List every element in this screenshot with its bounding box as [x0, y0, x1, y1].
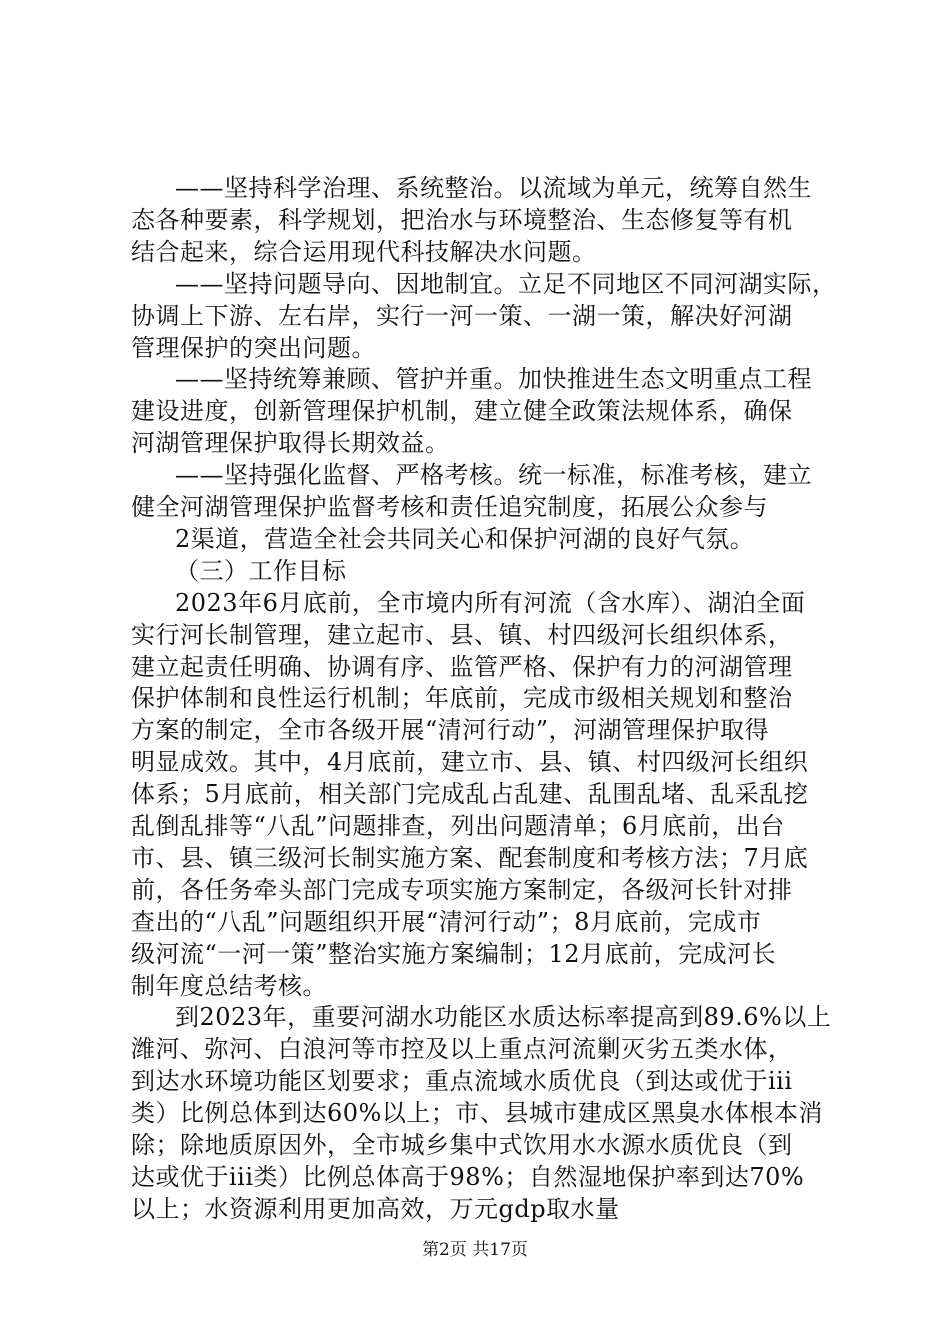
- text-line: 到达水环境功能区划要求；重点流域水质优良（到达或优于iii: [131, 1067, 793, 1096]
- text-line: 类）比例总体到达60%以上；市、县城市建成区黑臭水体根本消: [131, 1099, 823, 1128]
- text-line: 到2023年，重要河湖水功能区水质达标率提高到89.6%以上: [175, 1003, 832, 1032]
- text-line: 方案的制定，全市各级开展“清河行动”，河湖管理保护取得: [131, 716, 770, 745]
- page-number-footer: 第2页 共17页: [422, 1240, 528, 1260]
- text-line: 2023年6月底前，全市境内所有河流（含水库）、湖泊全面: [175, 588, 806, 617]
- text-line: 实行河长制管理，建立起市、县、镇、村四级河长组织体系，: [131, 620, 793, 649]
- text-line: 前，各任务牵头部门完成专项实施方案制定，各级河长针对排: [131, 875, 793, 904]
- text-line: 河湖管理保护取得长期效益。: [131, 429, 450, 458]
- text-line: 建设进度，创新管理保护机制，建立健全政策法规体系，确保: [131, 397, 793, 426]
- text-line: ——坚持问题导向、因地制宜。立足不同地区不同河湖实际，: [175, 269, 837, 298]
- text-line: 明显成效。其中，4月底前，建立市、县、镇、村四级河长组织: [131, 748, 809, 777]
- text-line: 级河流“一河一策”整治实施方案编制；12月底前，完成河长: [131, 939, 777, 968]
- text-line: 乱倒乱排等“八乱”问题排查，列出问题清单；6月底前，出台: [131, 812, 785, 840]
- text-line: 建立起责任明确、协调有序、监管严格、保护有力的河湖管理: [131, 652, 793, 681]
- text-line: 态各种要素，科学规划，把治水与环境整治、生态修复等有机: [131, 205, 793, 234]
- text-line: 除；除地质原因外，全市城乡集中式饮用水水源水质优良（到: [131, 1131, 793, 1159]
- text-line: 保护体制和良性运行机制；年底前，完成市级相关规划和整治: [131, 684, 793, 713]
- text-line: 查出的“八乱”问题组织开展“清河行动”；8月底前，完成市: [131, 907, 762, 936]
- text-line: 达或优于iii类）比例总体高于98%；自然湿地保护率到达70%: [131, 1162, 805, 1191]
- text-line: ——坚持统筹兼顾、管护并重。加快推进生态文明重点工程: [175, 365, 812, 394]
- text-line: 制年度总结考核。: [131, 971, 327, 1000]
- text-line: 结合起来，综合运用现代科技解决水问题。: [131, 237, 597, 266]
- text-line: 体系；5月底前，相关部门完成乱占乱建、乱围乱堵、乱采乱挖: [131, 780, 809, 809]
- text-line: 协调上下游、左右岸，实行一河一策、一湖一策，解决好河湖: [131, 301, 793, 330]
- text-line: 市、县、镇三级河长制实施方案、配套制度和考核方法；7月底: [131, 843, 809, 872]
- text-line: ——坚持科学治理、系统整治。以流域为单元，统筹自然生: [175, 174, 812, 202]
- text-line: 潍河、弥河、白浪河等市控及以上重点河流剿灭劣五类水体，: [131, 1035, 793, 1064]
- text-line: 以上；水资源利用更加高效，万元gdp取水量: [131, 1194, 620, 1223]
- text-line: ——坚持强化监督、严格考核。统一标准，标准考核，建立: [175, 461, 812, 490]
- section-heading: （三）工作目标: [175, 556, 347, 585]
- text-line: 2渠道，营造全社会共同关心和保护河湖的良好气氛。: [175, 524, 755, 553]
- text-line: 管理保护的突出问题。: [131, 333, 376, 362]
- text-line: 健全河湖管理保护监督考核和责任追究制度，拓展公众参与: [131, 493, 768, 521]
